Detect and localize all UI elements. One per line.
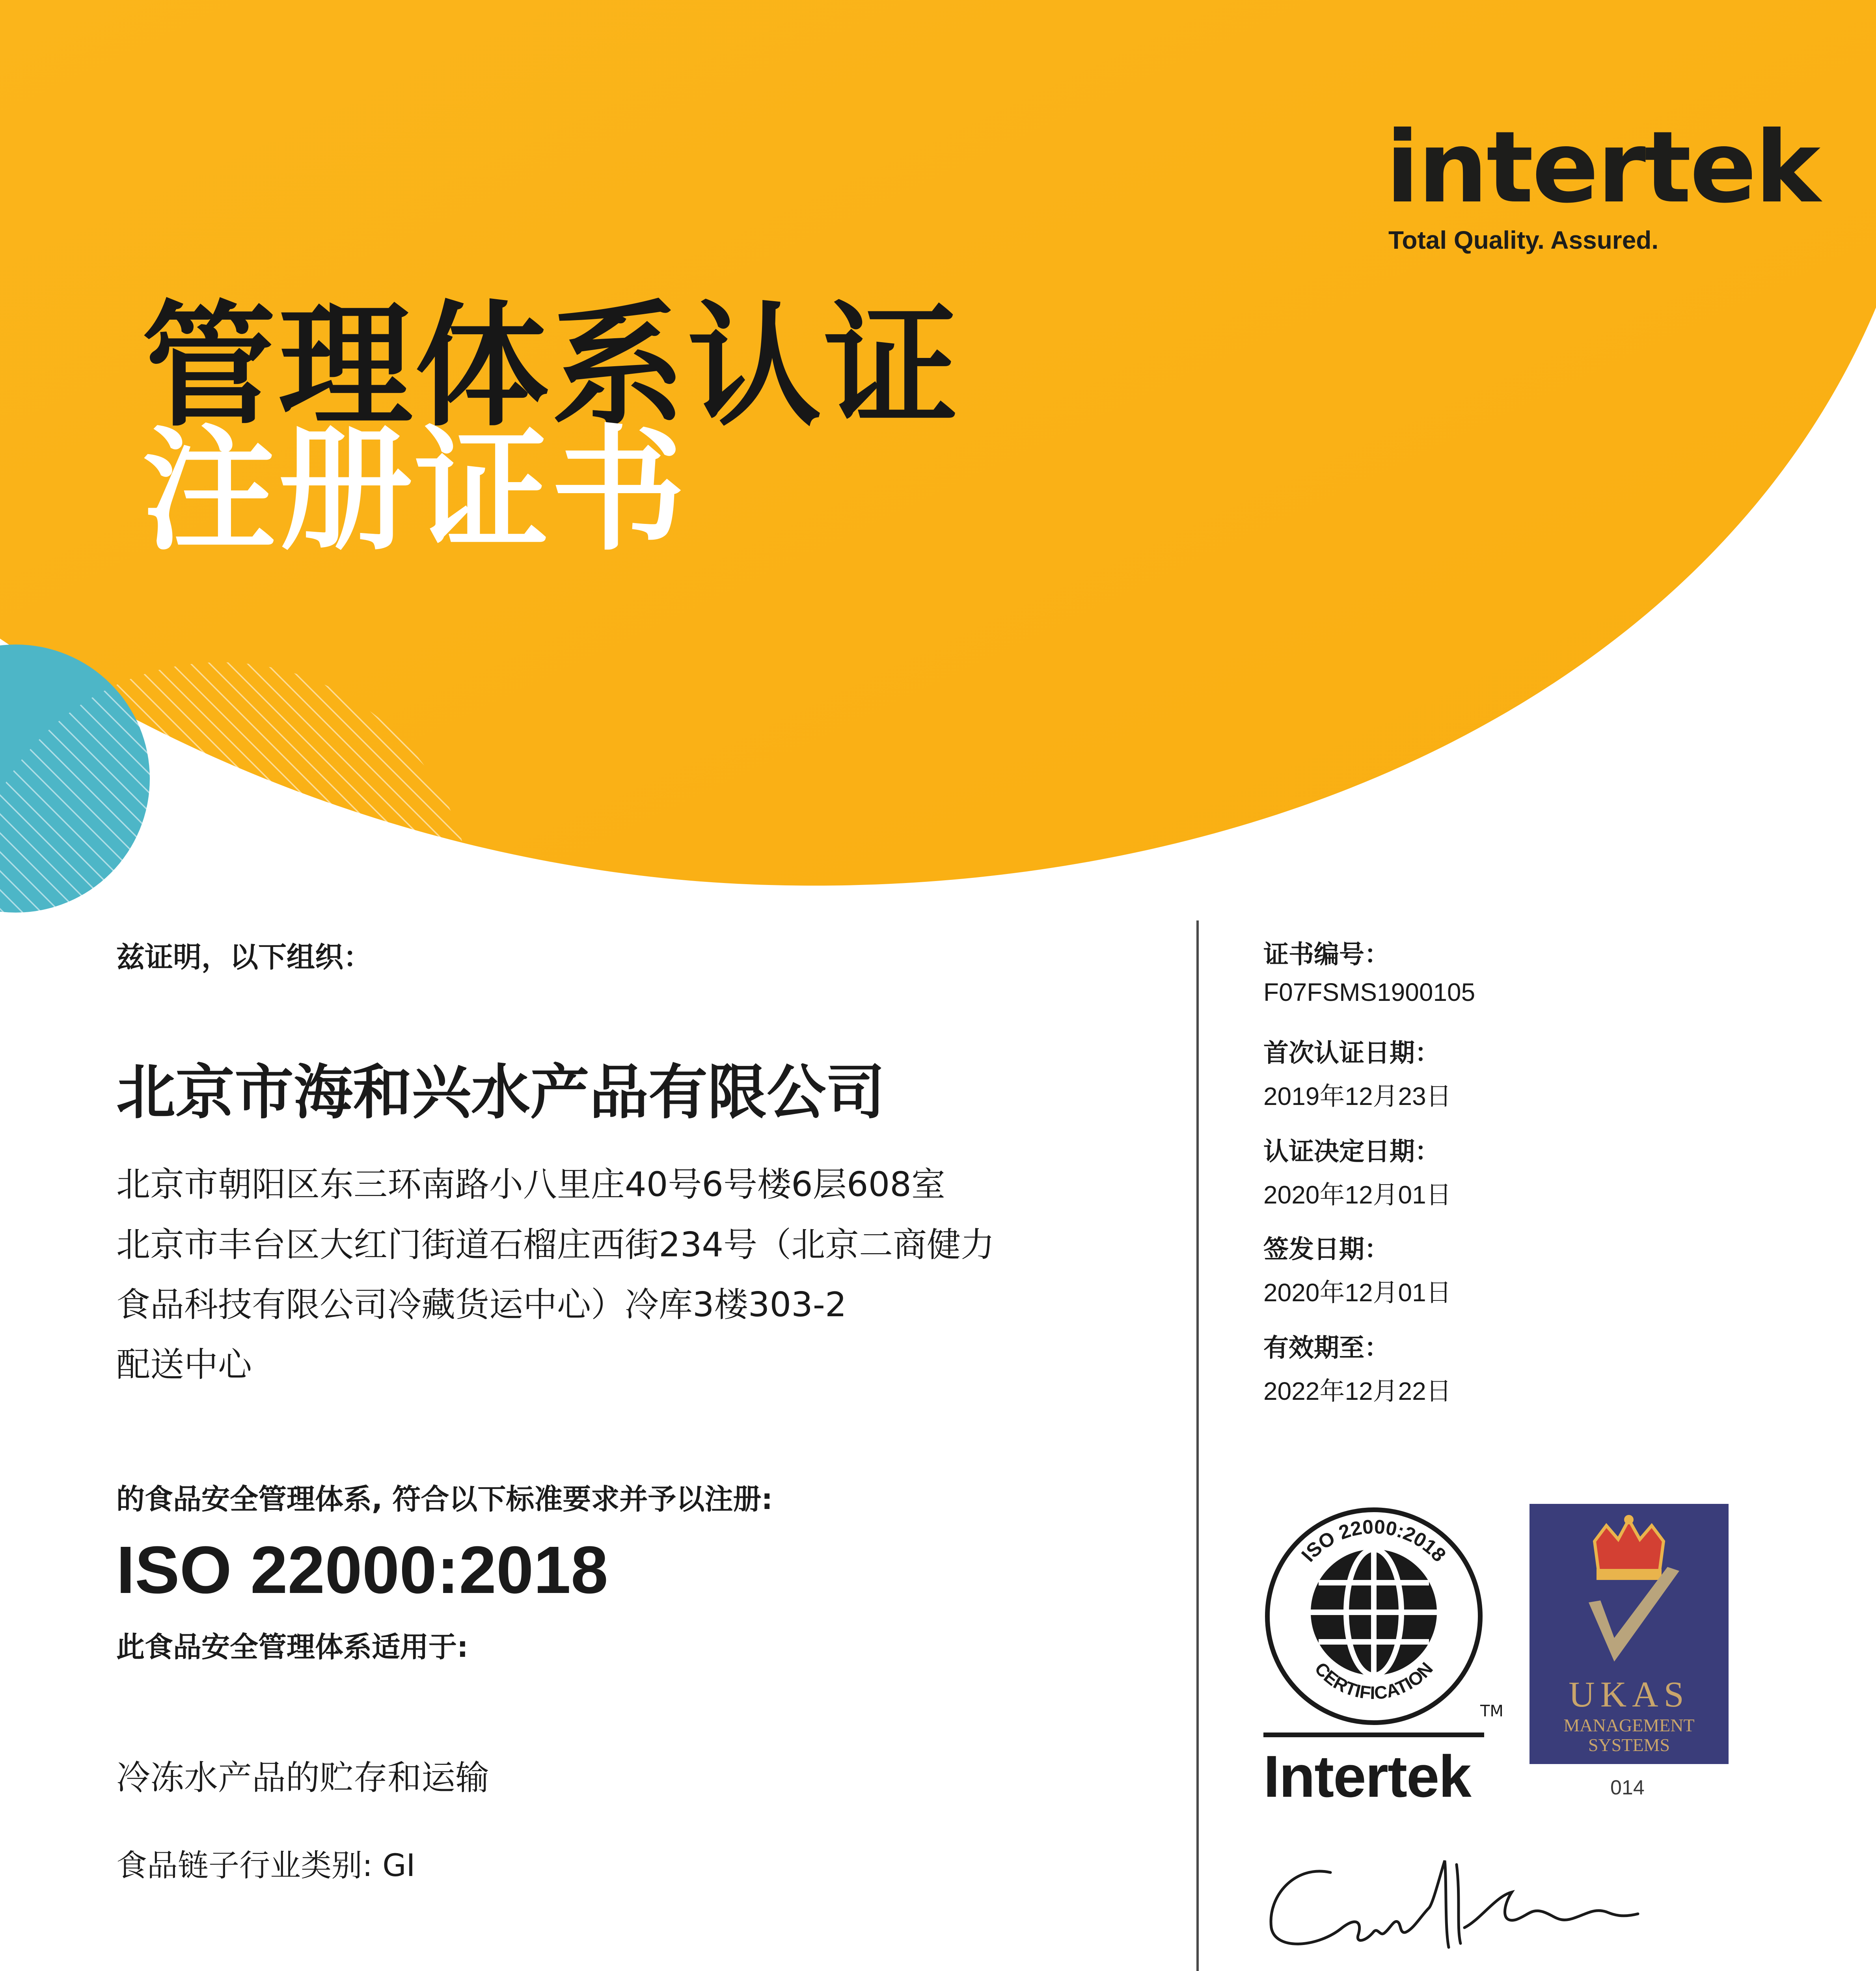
signature-image <box>1259 1849 1681 1971</box>
ukas-word: UKAS <box>1569 1674 1690 1714</box>
globe-icon <box>1311 1549 1437 1675</box>
iso-ring-bottom: CERTIFICATION <box>1311 1658 1437 1703</box>
logo-tagline: Total Quality. Assured. <box>1388 226 1659 254</box>
expiry-date-label: 有效期至： <box>1263 1334 1390 1363</box>
issue-date-label: 签发日期： <box>1263 1235 1390 1264</box>
certificate-number-value: F07FSMS1900105 <box>1263 978 1475 1006</box>
scope-intro: 此食品安全管理体系适用于: <box>116 1630 468 1664</box>
standard-name: ISO 22000:2018 <box>116 1533 608 1608</box>
mark-rule <box>1263 1733 1484 1737</box>
intertek-logo: intertek <box>1386 110 1819 225</box>
ukas-number: 014 <box>1610 1776 1645 1799</box>
scope-text: 冷冻水产品的贮存和运输 <box>116 1758 489 1798</box>
certificate-subtitle: 注册证书 <box>142 413 687 569</box>
iso-certification-mark <box>1263 1506 1484 1727</box>
decision-date-label: 认证决定日期： <box>1263 1137 1440 1166</box>
certificate-number-label: 证书编号： <box>1263 940 1390 969</box>
certificate-title: 管理体系认证 <box>142 289 960 445</box>
expiry-date-value: 2022年12月22日 <box>1263 1377 1451 1405</box>
trademark-symbol: TM <box>1480 1702 1503 1720</box>
ukas-mark <box>1529 1504 1729 1764</box>
intertek-mark-wordmark: Intertek <box>1263 1743 1471 1809</box>
address-line: 北京市朝阳区东三环南路小八里庄40号6号楼6层608室 <box>116 1165 946 1204</box>
ukas-line2: SYSTEMS <box>1588 1735 1670 1755</box>
iso-ring-top: ISO 22000:2018 <box>1297 1515 1450 1566</box>
first-certification-value: 2019年12月23日 <box>1263 1082 1451 1110</box>
standard-intro: 的食品安全管理体系, 符合以下标准要求并予以注册: <box>116 1483 773 1516</box>
address-line: 食品科技有限公司冷藏货运中心）冷库3楼303-2 <box>116 1285 847 1325</box>
ukas-line1: MANAGEMENT <box>1563 1715 1695 1735</box>
issue-date-value: 2020年12月01日 <box>1263 1278 1451 1307</box>
decision-date-value: 2020年12月01日 <box>1263 1181 1451 1209</box>
column-divider <box>1196 920 1199 1971</box>
address-line: 配送中心 <box>116 1345 252 1384</box>
address-line: 北京市丰台区大红门街道石榴庄西街234号（北京二商健力 <box>116 1225 995 1265</box>
certify-intro: 兹证明，以下组织： <box>116 941 372 974</box>
organization-name: 北京市海和兴水产品有限公司 <box>116 1058 885 1127</box>
food-chain-category: 食品链子行业类别: GI <box>116 1848 415 1883</box>
first-certification-label: 首次认证日期： <box>1263 1039 1440 1068</box>
